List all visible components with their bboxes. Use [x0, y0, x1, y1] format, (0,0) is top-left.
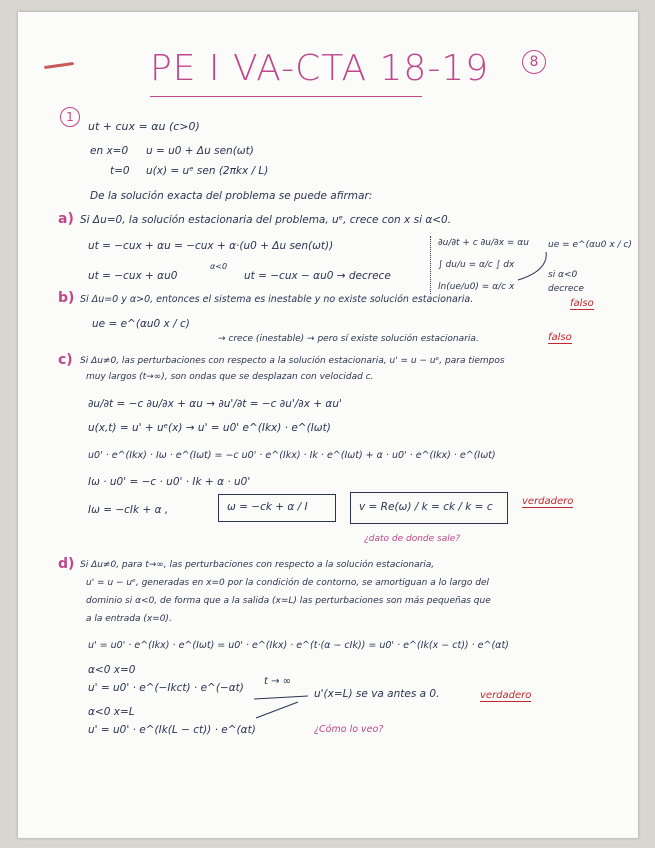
item-d-arrow-label: t → ∞ [264, 676, 291, 687]
side-condition: si α<0 [548, 270, 578, 280]
item-d-verdict: verdadero [480, 690, 532, 701]
item-d-eq5: u' = u0' · e^(Ik(L − ct)) · e^(αt) [88, 724, 256, 736]
side-result: ue = e^(αu0 x / c) [548, 240, 632, 250]
item-b-verdict: falso [548, 332, 572, 343]
item-b-equation: ue = e^(αu0 x / c) [92, 318, 190, 330]
item-c-verdict: verdadero [522, 496, 574, 507]
item-c-eq5: Iω = −cIk + α , [88, 504, 169, 516]
item-d-text-2: u' = u − uᵉ, generadas en x=0 por la condición de contorno, se amortiguan a lo largo del [86, 578, 490, 588]
item-d-text-1: Si Δu≠0, para t→∞, las perturbaciones con respecto a la solución estacionaria, [80, 560, 435, 570]
item-d-eq4: α<0 x=L [88, 706, 135, 718]
velocity-formula: v = Re(ω) / k = ck / k = c [359, 501, 493, 513]
item-c-question: ¿dato de donde sale? [364, 534, 461, 544]
item-d-text-3: dominio si α<0, de forma que a la salida (x=L) las perturbaciones son más pequeñas que [86, 596, 491, 606]
notebook-page [18, 12, 638, 838]
item-d-question: ¿Cómo lo veo? [314, 724, 384, 735]
item-a-text: Si Δu=0, la solución estacionaria del problema, uᵉ, crece con x si α<0. [80, 214, 452, 226]
item-c-text-1: Si Δu≠0, las perturbaciones con respecto a la solución estacionaria, u' = u − uᵉ, para tiempos [80, 356, 505, 366]
equation-main: ut + cux = αu (c>0) [88, 120, 200, 133]
page-title: PE I VA-CTA 18-19 [150, 48, 490, 89]
item-d-eq3: u' = u0' · e^(−Ikct) · e^(−αt) [88, 682, 244, 694]
item-d-label: d) [58, 556, 75, 572]
bc-equation: u = u0 + Δu sen(ωt) [146, 145, 254, 157]
item-a-eq2b: ut = −cux − αu0 → decrece [244, 270, 391, 282]
item-b-note: → crece (inestable) → pero sí existe solución estacionaria. [218, 334, 479, 344]
item-d-eq1: u' = u0' · e^(Ikx) · e^(Iωt) = u0' · e^(Ikx) · e^(t·(α − cIk)) = u0' · e^(Ik(x − ct)) · e^(αt) [88, 640, 509, 651]
problem-number: 1 [66, 110, 74, 124]
intro-text: De la solución exacta del problema se puede afirmar: [90, 190, 373, 202]
item-a-eq2: ut = −cux + αu0 [88, 270, 178, 282]
item-b-text: Si Δu=0 y α>0, entonces el sistema es inestable y no existe solución estacionaria. [80, 294, 474, 305]
side-eq2: ∫ du/u = α/c ∫ dx [438, 260, 515, 270]
item-a-eq1: ut = −cux + αu = −cux + α·(u0 + Δu sen(ωt)) [88, 240, 334, 252]
side-condition-2: decrece [548, 284, 584, 294]
d-arrow-stroke [254, 696, 308, 699]
item-d-text-4: a la entrada (x=0). [86, 614, 172, 624]
side-brace-stroke [518, 252, 546, 280]
item-c-text-2: muy largos (t→∞), son ondas que se desplazan con velocidad c. [86, 372, 374, 382]
ic-equation: u(x) = uᵉ sen (2πkx / L) [146, 165, 269, 177]
d-diagonal-stroke [256, 702, 298, 718]
item-b-label: b) [58, 290, 75, 306]
item-a-label: a) [58, 211, 74, 227]
item-c-eq4: Iω · u0' = −c · u0' · Ik + α · u0' [88, 476, 251, 488]
item-c-eq1: ∂u/∂t = −c ∂u/∂x + αu → ∂u'/∂t = −c ∂u'/∂x + αu' [88, 398, 342, 410]
item-c-eq2: u(x,t) = u' + uᵉ(x) → u' = u0' e^(Ikx) · e^(Iωt) [88, 422, 331, 434]
item-c-label: c) [58, 352, 73, 368]
ink-strokes [18, 12, 638, 838]
bc-label: en x=0 [90, 145, 129, 157]
item-a-verdict: falso [570, 298, 594, 309]
page-number: 8 [529, 54, 539, 70]
item-d-result: u'(x=L) se va antes a 0. [314, 688, 440, 700]
side-eq1: ∂u/∂t + c ∂u/∂x = αu [438, 238, 529, 248]
side-eq3: ln(ue/u0) = α/c x [438, 282, 515, 292]
item-d-eq2: α<0 x=0 [88, 664, 136, 676]
ic-label: t=0 [110, 165, 130, 177]
dispersion-relation: ω = −ck + α / I [227, 501, 308, 513]
item-c-eq3: u0' · e^(Ikx) · Iω · e^(Iωt) = −c u0' · e^(Ikx) · Ik · e^(Iωt) + α · u0' · e^(Ikx) · e^(Iωt) [88, 450, 496, 461]
item-a-condition: α<0 [210, 262, 228, 271]
